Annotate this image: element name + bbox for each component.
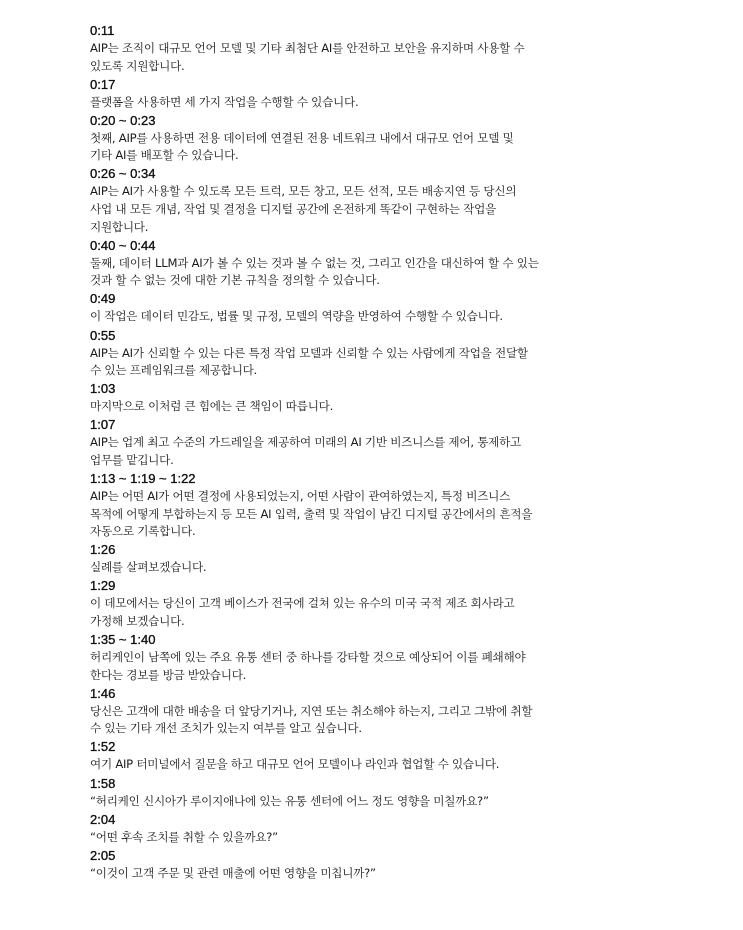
transcript-text: AIP는 AI가 신뢰할 수 있는 다른 특정 작업 모델과 신뢰할 수 있는 사람에게 작업을 전달할 수 있는 프레임워크를 제공합니다. (90, 345, 528, 378)
transcript-entry (90, 112, 655, 165)
transcript-text: “어떤 후속 조치를 취할 수 있을까요?” (90, 829, 278, 844)
transcript-text: AIP는 AI가 사용할 수 있도록 모든 트럭, 모든 창고, 모든 선적, 모든 배송지연 등 당신의 사업 내 모든 개념, 작업 및 결정을 디지털 공간에 온전하게 똑같이 구현하는 작업을 지원합니다. (90, 184, 517, 234)
transcript-text: “이것이 고객 주문 및 관련 매출에 어떤 영향을 미칩니까?” (90, 865, 376, 880)
timestamp: 0:40 ~ 0:44 (90, 237, 156, 253)
transcript-entry (90, 290, 655, 326)
transcript-text: AIP는 조직이 대규모 언어 모델 및 기타 최첨단 AI를 안전하고 보안을 유지하며 사용할 수 있도록 지원합니다. (90, 41, 525, 73)
transcript-text: 이 데모에서는 당신이 고객 베이스가 전국에 걸쳐 있는 유수의 미국 국적 제조 회사라고 가정해 보겠습니다. (90, 596, 515, 628)
transcript-text: 플랫폼을 사용하면 세 가지 작업을 수행할 수 있습니다. (90, 94, 359, 109)
timestamp: 1:46 (90, 685, 116, 701)
timestamp: 0:11 (90, 23, 115, 38)
transcript-entry (90, 327, 655, 380)
transcript-entry (90, 775, 655, 811)
timestamp: 2:05 (90, 847, 116, 863)
timestamp: 0:55 (90, 327, 116, 343)
transcript-text: 둘째, 데이터 LLM과 AI가 볼 수 있는 것과 볼 수 없는 것, 그리고 인간을 대신하여 할 수 있는 것과 할 수 없는 것에 대한 기본 규칙을 정의할 수 있습니다. (90, 255, 539, 288)
transcript-text: “허리케인 신시아가 루이지애나에 있는 유통 센터에 어느 정도 영향을 미칠까요?” (90, 793, 489, 808)
transcript-text: 실례를 살펴보겠습니다. (90, 560, 207, 575)
timestamp: 0:20 ~ 0:23 (90, 112, 156, 128)
timestamp: 1:52 (90, 739, 116, 755)
timestamp: 1:58 (90, 775, 116, 791)
transcript-text: AIP는 업계 최고 수준의 가드레일을 제공하여 미래의 AI 기반 비즈니스를 제어, 통제하고 업무를 맡깁니다. (90, 435, 522, 467)
transcript-entry (90, 165, 655, 236)
transcript-text: 당신은 고객에 대한 배송을 더 앞당기거나, 지연 또는 취소해야 하는지, 그리고 그밖에 취할 수 있는 기타 개선 조치가 있는지 여부를 알고 싶습니다. (90, 703, 533, 736)
transcript-text: 첫째, AIP를 사용하면 전용 데이터에 연결된 전용 네트워크 내에서 대규모 언어 모델 및 기타 AI를 배포할 수 있습니다. (90, 130, 514, 163)
transcript-entry (90, 470, 655, 541)
transcript-entry (90, 811, 655, 847)
transcript-entry (90, 22, 655, 75)
transcript-text: 이 작업은 데이터 민감도, 법률 및 규정, 모델의 역량을 반영하여 수행할 수 있습니다. (90, 309, 503, 324)
transcript-text: 마지막으로 이처럼 큰 힘에는 큰 책임이 따릅니다. (90, 399, 334, 414)
transcript-text: 여기 AIP 터미널에서 질문을 하고 대규모 언어 모델이나 라인과 협업할 수 있습니다. (90, 757, 500, 772)
timestamp: 1:03 (90, 381, 116, 397)
transcript-entry (90, 847, 655, 883)
transcript-text: 허리케인이 남쪽에 있는 주요 유통 센터 중 하나를 강타할 것으로 예상되어 이를 폐쇄해야 한다는 경보를 방금 받았습니다. (90, 650, 526, 682)
transcript-entry (90, 237, 655, 290)
transcript-entry (90, 738, 655, 774)
timestamp: 1:29 (90, 578, 116, 594)
timestamp: 0:17 (90, 76, 116, 92)
transcript-entry (90, 380, 655, 416)
transcript-entry (90, 577, 655, 630)
timestamp: 0:49 (90, 291, 116, 307)
timestamp: 1:35 ~ 1:40 (90, 632, 156, 648)
transcript (90, 22, 655, 883)
transcript-entry (90, 631, 655, 684)
transcript-entry (90, 416, 655, 469)
timestamp: 0:26 ~ 0:34 (90, 166, 156, 182)
transcript-text: AIP는 어떤 AI가 어떤 결정에 사용되었는지, 어떤 사람이 관여하였는지, 특정 비즈니스 목적에 어떻게 부합하는지 등 모든 AI 입력, 출력 및 작업이 남긴 디지털 공간에서의 흔적을 자동으로 기록합니다. (90, 489, 533, 539)
timestamp: 1:07 (90, 417, 116, 433)
transcript-entry (90, 76, 655, 112)
timestamp: 1:26 (90, 542, 116, 558)
timestamp: 2:04 (90, 811, 116, 827)
transcript-entry (90, 685, 655, 738)
transcript-entry (90, 541, 655, 577)
timestamp: 1:13 ~ 1:19 ~ 1:22 (90, 471, 196, 486)
